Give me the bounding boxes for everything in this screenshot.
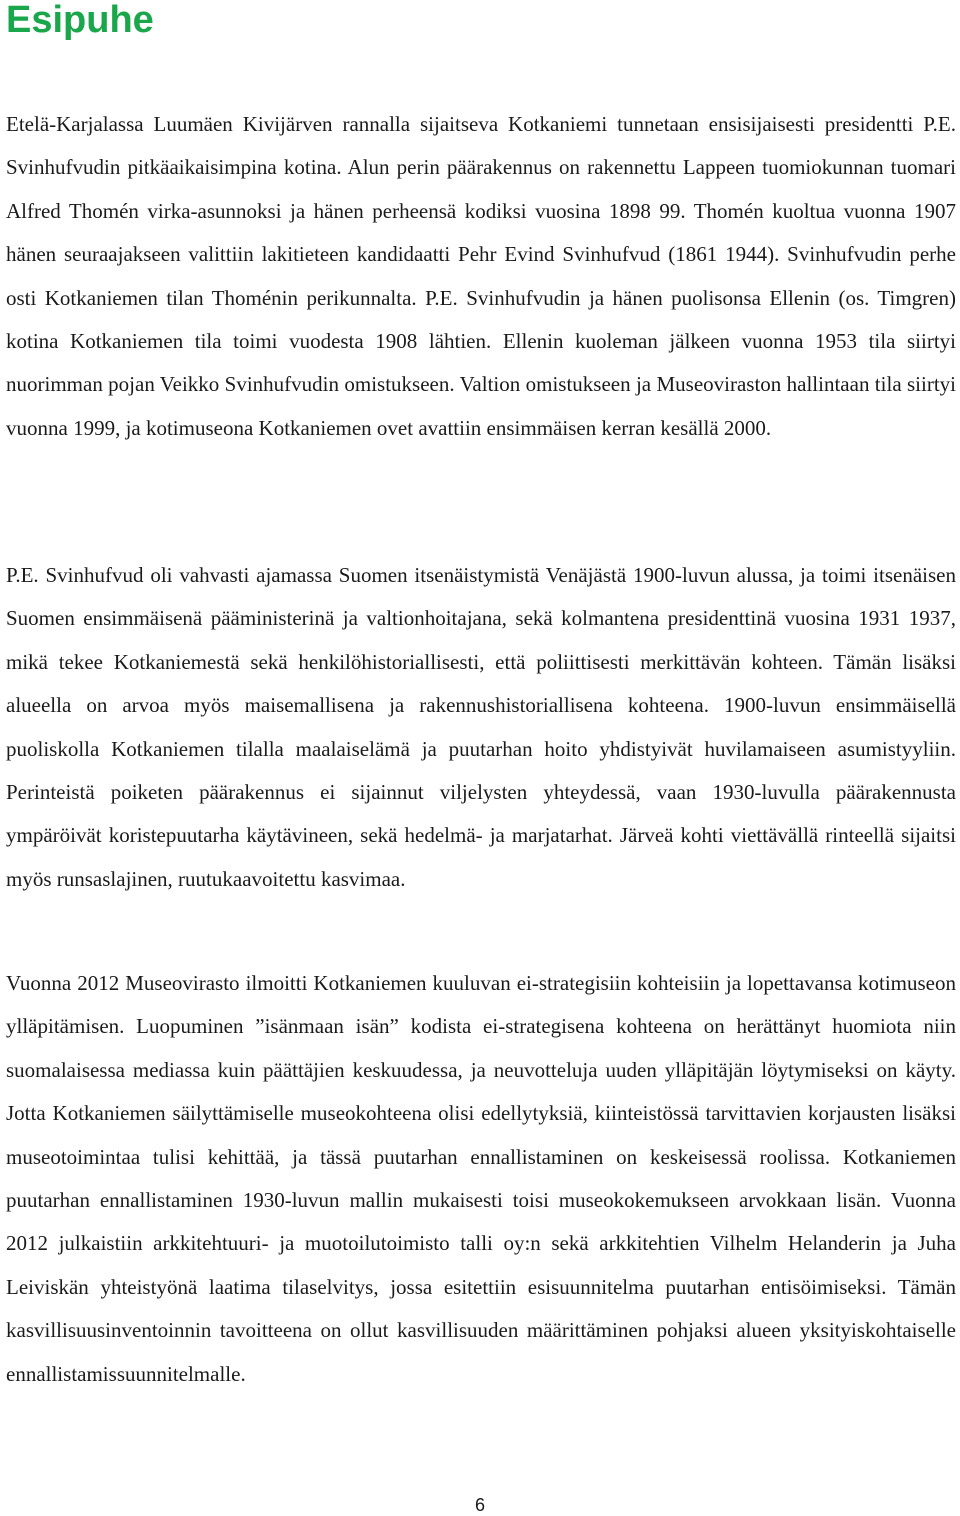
paragraph-1: Etelä-Karjalassa Luumäen Kivijärven rannalla sijaitseva Kotkaniemi tunnetaan ensisijaisesti presidentti P.E. Svinhufvudin pitkäaikaisimpina kotina. Alun perin päärakennus on rakennettu Lappeen tuomiokunnan tuomari Alfred Thomén virka-asunnoksi ja hänen perheensä kodiksi vuosina 1898 99. Thomén kuoltua vuonna 1907 hänen seuraajakseen valittiin lakitieteen kandidaatti Pehr Evind Svinhufvud (1861 1944). Svinhufvudin perhe osti Kotkaniemen tilan Thoménin perikunnalta. P.E. Svinhufvudin ja hänen puolisonsa Ellenin (os. Timgren) kotina Kotkaniemen tila toimi vuodesta 1908 lähtien. Ellenin kuoleman jälkeen vuonna 1953 tila siirtyi nuorimman pojan Veikko Svinhufvudin omistukseen. Valtion omistukseen ja Museoviraston hallintaan tila siirtyi vuonna 1999, ja kotimuseona Kotkaniemen ovet avattiin ensimmäisen kerran kesällä 2000. (6, 112, 956, 440)
paragraph-2: P.E. Svinhufvud oli vahvasti ajamassa Suomen itsenäistymistä Venäjästä 1900-luvun alussa, ja toimi itsenäisen Suomen ensimmäisenä pääministerinä ja valtionhoitajana, sekä kolmantena presidenttinä vuosina 1931 1937, mikä tekee Kotkaniemestä sekä henkilöhistoriallisesti, että poliittisesti merkittävän kohteen. Tämän lisäksi alueella on arvoa myös maisemallisena ja rakennushistoriallisena kohteena. 1900-luvun ensimmäisellä puoliskolla Kotkaniemen tilalla maalaiselämä ja puutarhan hoito yhdistyivät huvilamaiseen asumistyyliin. Perinteistä poiketen päärakennus ei sijainnut viljelysten yhteydessä, vaan 1930-luvulla päärakennusta ympäröivät koristepuutarha käytävineen, sekä hedelmä- ja marjatarhat. Järveä kohti viettävällä rinteellä sijaitsi myös runsaslajinen, ruutukaavoitettu kasvimaa. (6, 563, 956, 891)
paragraph-3: Vuonna 2012 Museovirasto ilmoitti Kotkaniemen kuuluvan ei-strategisiin kohteisiin ja lopettavansa kotimuseon ylläpitämisen. Luopuminen ”isänmaan isän” kodista ei-strategisena kohteena on herättänyt huomiota niin suomalaisessa mediassa kuin päättäjien keskuudessa, ja neuvotteluja uuden ylläpitäjän löytymiseksi on käyty. Jotta Kotkaniemen säilyttämiselle museokohteena olisi edellytyksiä, kiinteistössä tarvittavien korjausten lisäksi museotoimintaa tulisi kehittää, ja tässä puutarhan ennallistaminen on keskeisessä roolissa. Kotkaniemen puutarhan ennallistaminen 1930-luvun mallin mukaisesti toisi museokokemukseen arvokkaan lisän. Vuonna 2012 julkaistiin arkkitehtuuri- ja muotoilutoimisto talli oy:n sekä arkkitehtien Vilhelm Helanderin ja Juha Leiviskän yhteistyönä laatima tilaselvitys, jossa esitettiin esisuunnitelma puutarhan entisöimiseksi. Tämän kasvillisuusinventoinnin tavoitteena on ollut kasvillisuuden määrittäminen pohjaksi alueen yksityiskohtaiselle ennallistamissuunnitelmalle. (6, 971, 956, 1386)
page-heading: Esipuhe (6, 0, 154, 41)
page-number: 6 (474, 1495, 485, 1515)
